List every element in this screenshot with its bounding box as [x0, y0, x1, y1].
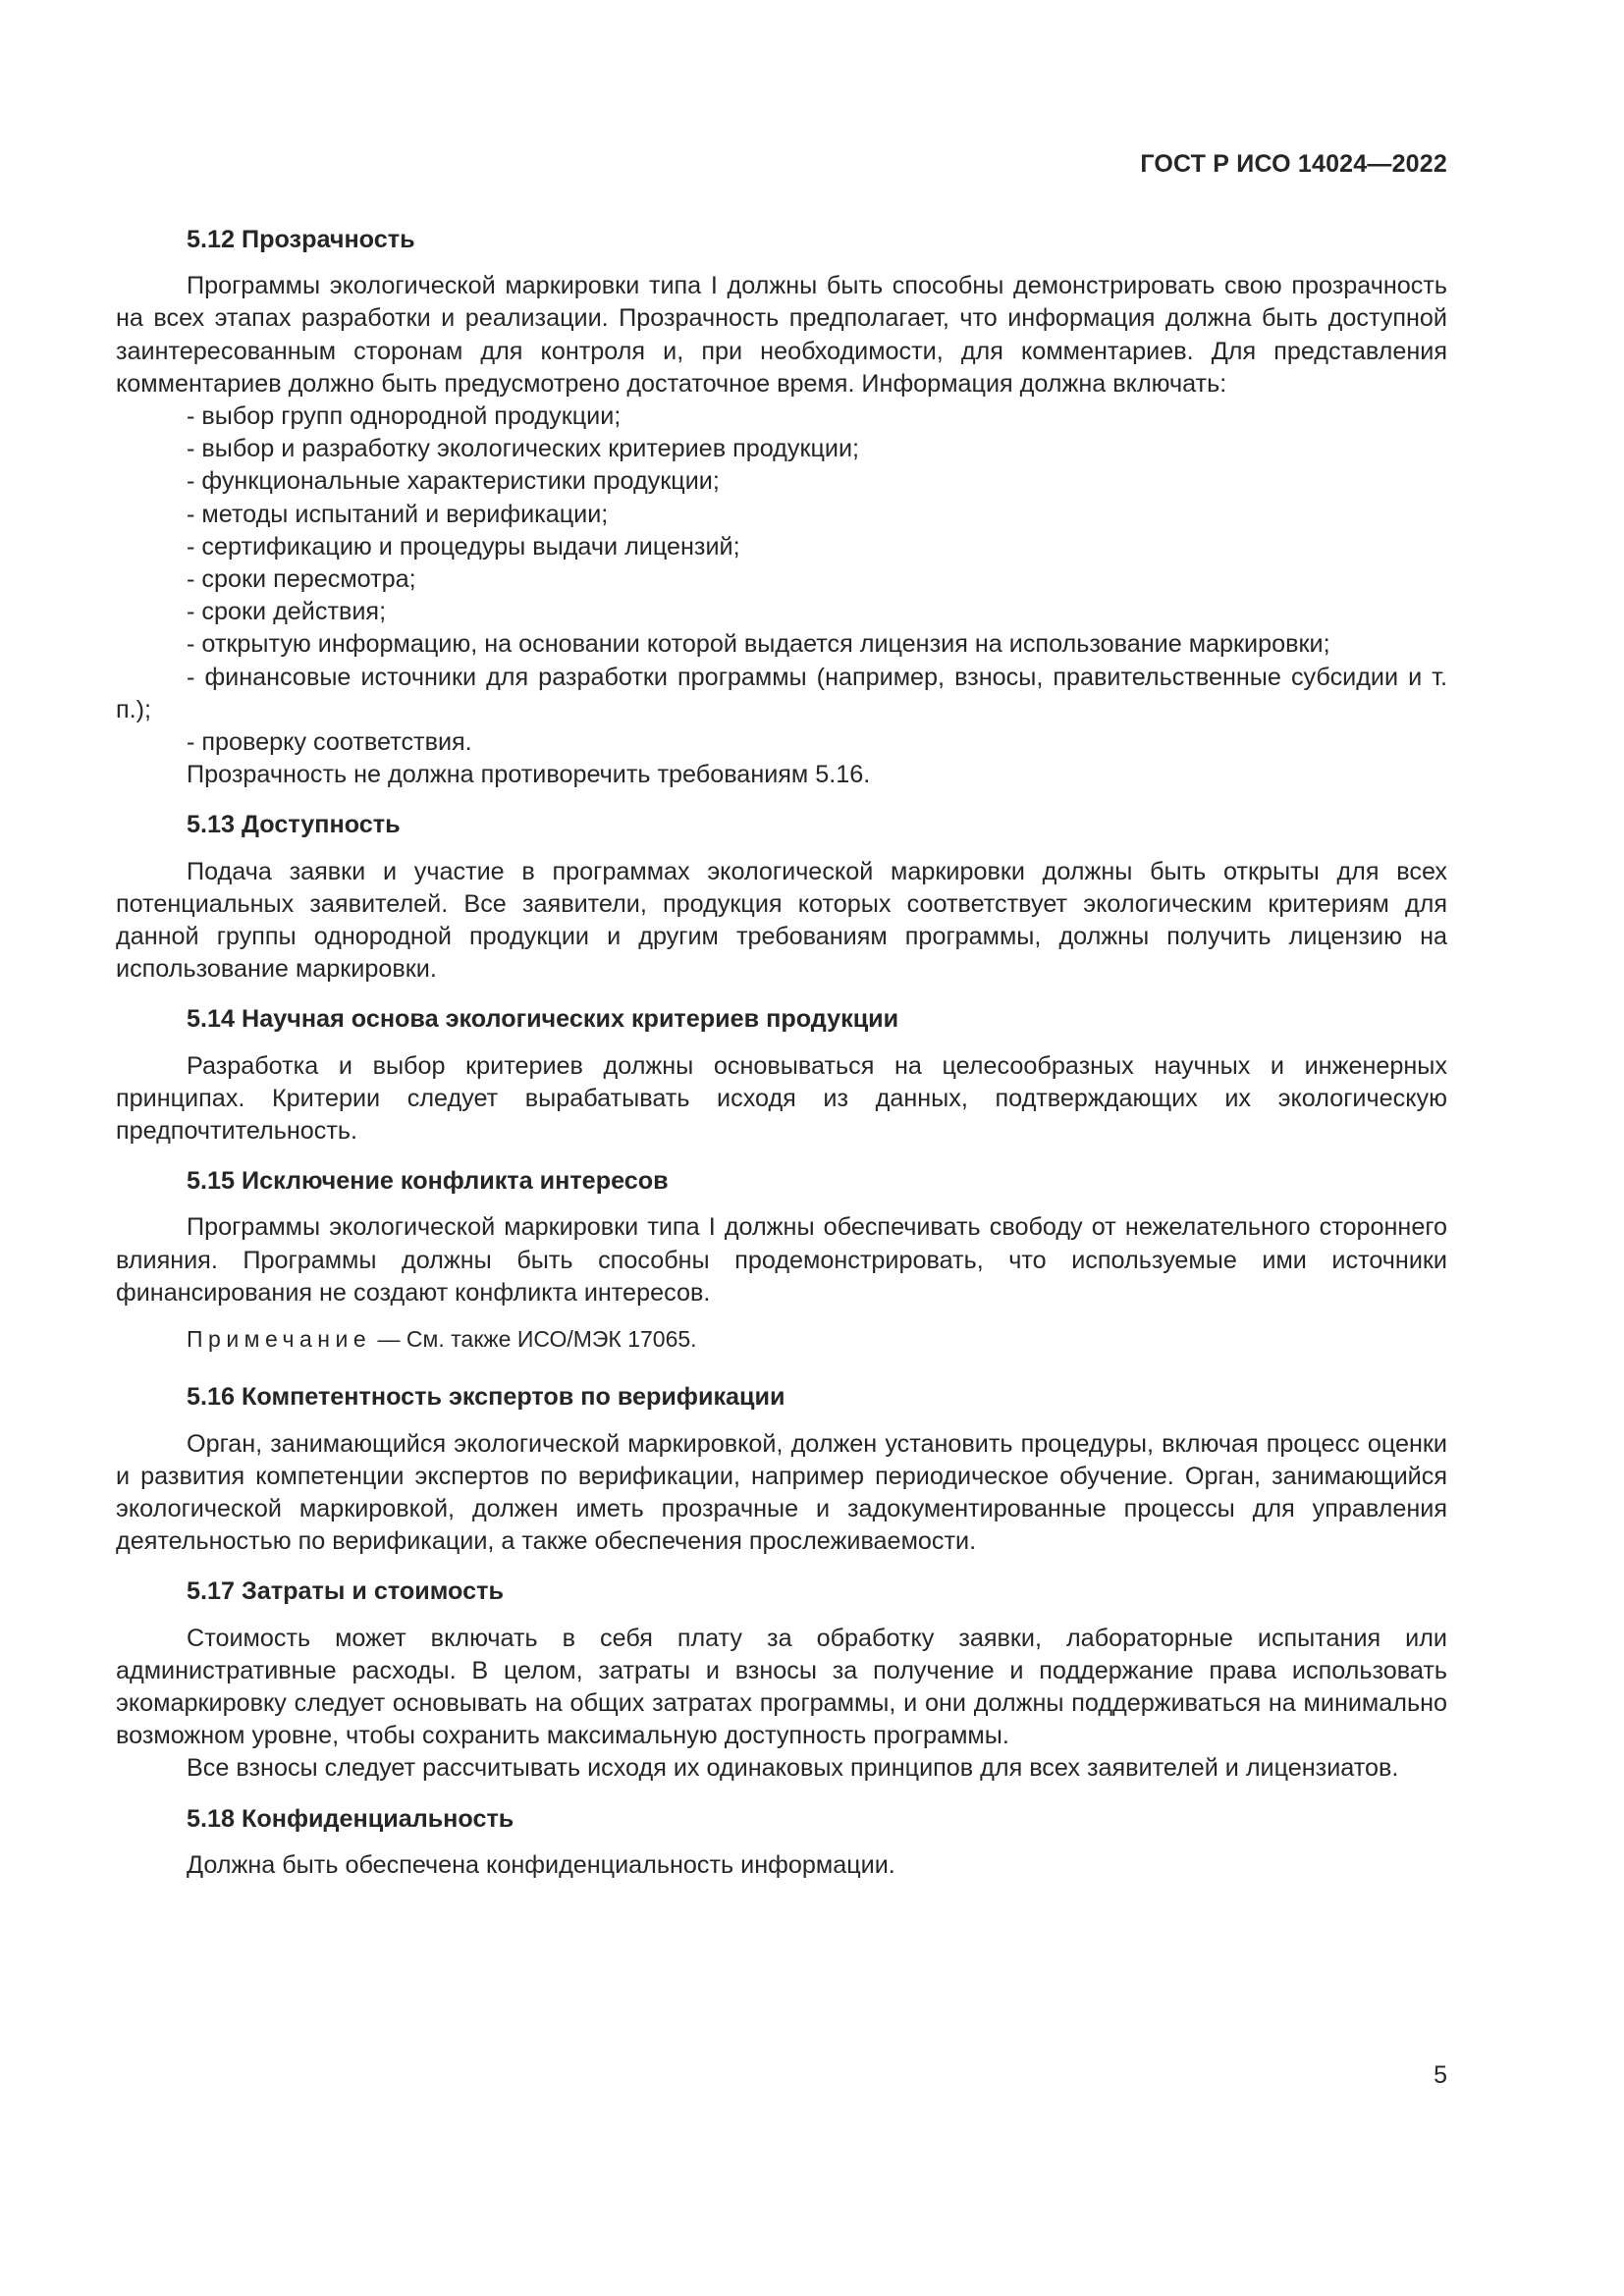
section-title-5-12: 5.12 Прозрачность	[187, 226, 415, 253]
list-item: - финансовые источники для разработки программы (например, взносы, правительственные субсидии и т. п.);	[116, 663, 1447, 723]
section-5-18-body: Должна быть обеспечена конфиденциальность информации.	[187, 1850, 895, 1879]
page-number: 5	[1434, 2061, 1447, 2089]
section-title-5-13: 5.13 Доступность	[187, 811, 401, 839]
list-item: - открытую информацию, на основании которой выдается лицензия на использование маркировки;	[187, 630, 1330, 659]
section-title-5-15: 5.15 Исключение конфликта интересов	[187, 1167, 669, 1196]
section-title-5-17: 5.17 Затраты и стоимость	[187, 1577, 504, 1606]
section-title-5-14: 5.14 Научная основа экологических критериев продукции	[187, 1005, 899, 1034]
list-item: - проверку соответствия.	[187, 728, 472, 757]
note-label: Примечание	[187, 1326, 372, 1353]
standard-designation: ГОСТ Р ИСО 14024—2022	[1140, 150, 1447, 178]
section-title-5-18: 5.18 Конфиденциальность	[187, 1804, 514, 1833]
list-item: - методы испытаний и верификации;	[187, 500, 609, 528]
list-item: - сроки действия;	[187, 598, 387, 626]
list-item: - сертификацию и процедуры выдачи лицензий;	[187, 532, 740, 561]
section-5-15-body: Программы экологической маркировки типа I должны обеспечивать свободу от нежелательного стороннего влияния. Программы должны быть способны продемонстрировать, что используемые ими источники финансирования не создают конфликта интересов.	[116, 1213, 1447, 1307]
section-title-5-16: 5.16 Компетентность экспертов по верификации	[187, 1383, 785, 1412]
section-5-12-closing: Прозрачность не должна противоречить требованиям 5.16.	[187, 761, 871, 789]
note-text: — См. также ИСО/МЭК 17065.	[371, 1326, 697, 1353]
section-5-17-body: Стоимость может включать в себя плату за обработку заявки, лабораторные испытания или административные расходы. В целом, затраты и взносы за получение и поддержание права использовать экомаркировку следует основывать на общих затратах программы, и они должны поддерживаться на минимально возможном уровне, чтобы сохранить максимальную доступность программы.	[116, 1624, 1447, 1750]
section-5-16-body: Орган, занимающийся экологической маркировкой, должен установить процедуры, включая процесс оценки и развития компетенции экспертов по верификации, например периодическое обучение. Орган, занимающийся экологической маркировкой, должен иметь прозрачные и задокументированные процессы для управления деятельностью по верификации, а также обеспечения прослеживаемости.	[116, 1429, 1447, 1556]
section-5-15-note	[116, 1323, 1447, 1356]
section-5-12-intro: Программы экологической маркировки типа I должны быть способны демонстрировать свою прозрачность на всех этапах разработки и реализации. Прозрачность предполагает, что информация должна быть доступной заинтересованным сторонам для контроля и, при необходимости, для комментариев. Для представления комментариев должно быть предусмотрено достаточное время. Информация должна включать:	[116, 272, 1447, 398]
section-5-12-list	[116, 400, 1447, 759]
list-item: - выбор групп однородной продукции;	[187, 402, 622, 431]
section-5-17-body-2: Все взносы следует рассчитывать исходя их одинаковых принципов для всех заявителей и лицензиатов.	[187, 1754, 1399, 1783]
document-body	[116, 224, 1447, 1882]
list-item: - выбор и разработку экологических критериев продукции;	[187, 435, 860, 463]
section-5-14-body: Разработка и выбор критериев должны основываться на целесообразных научных и инженерных принципах. Критерии следует вырабатывать исходя из данных, подтверждающих их экологическую предпочтительность.	[116, 1051, 1447, 1146]
section-5-13-body: Подача заявки и участие в программах экологической маркировки должны быть открыты для всех потенциальных заявителей. Все заявители, продукция которых соответствует экологическим критериям для данной группы однородной продукции и другим требованиям программы, должны получить лицензию на использование маркировки.	[116, 857, 1447, 984]
list-item: - функциональные характеристики продукции;	[187, 467, 720, 496]
list-item: - сроки пересмотра;	[187, 565, 416, 594]
